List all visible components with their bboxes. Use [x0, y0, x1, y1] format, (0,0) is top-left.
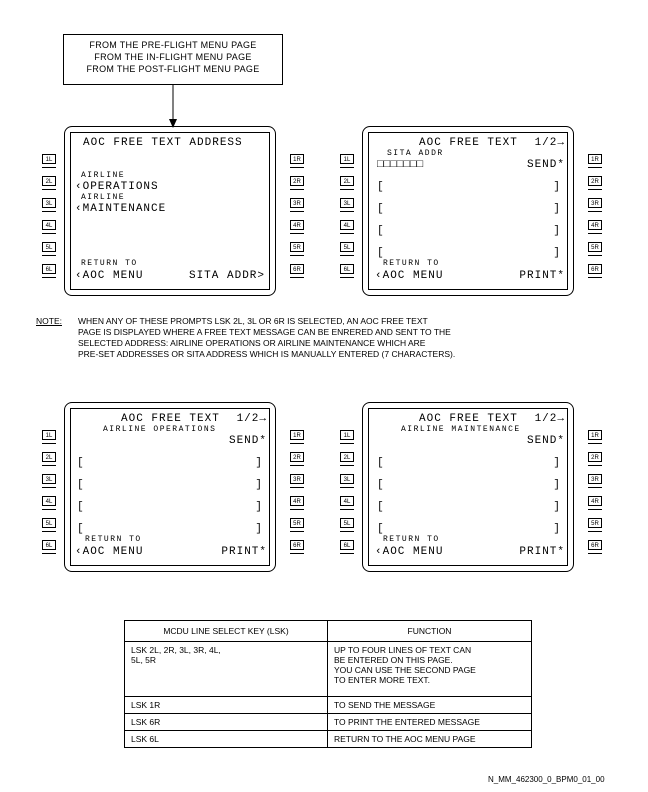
cell-line: 5L, 5R	[131, 655, 157, 665]
lsk-separator	[290, 553, 304, 554]
lsk-separator	[588, 487, 602, 488]
mcdu-sita-free-text-page	[338, 126, 614, 296]
flow-arrow	[165, 85, 181, 129]
lsk-separator	[588, 189, 602, 190]
text-line-4-close-bracket: ]	[553, 523, 561, 535]
note-line-1: WHEN ANY OF THESE PROMPTS LSK 2L, 3L OR 6R IS SELECTED, AN AOC FREE TEXT	[78, 316, 428, 326]
label-return-to: RETURN TO	[383, 259, 440, 268]
table-header-lsk: MCDU LINE SELECT KEY (LSK)	[125, 621, 328, 642]
lsk-6r-button[interactable]: 6R	[588, 540, 602, 550]
text-line-1-close-bracket: ]	[553, 457, 561, 469]
prompt-print[interactable]: PRINT*	[519, 270, 565, 282]
lsk-separator	[340, 189, 354, 190]
lsk-separator	[588, 211, 602, 212]
subtitle: AIRLINE OPERATIONS	[103, 425, 217, 434]
text-line-1-close-bracket: ]	[255, 457, 263, 469]
label-airline-2: AIRLINE	[81, 193, 126, 202]
lsk-3r-button[interactable]: 3R	[588, 474, 602, 484]
mcdu-airline-maintenance-page	[338, 402, 614, 572]
lsk-separator	[588, 255, 602, 256]
figure-id: N_MM_462300_0_BPM0_01_00	[488, 775, 605, 784]
prompt-aoc-menu[interactable]: ‹AOC MENU	[375, 270, 444, 282]
flow-line-postflight: FROM THE POST-FLIGHT MENU PAGE	[86, 64, 260, 74]
lsk-5l-button[interactable]: 5L	[340, 518, 354, 528]
lsk-1l-button[interactable]: 1L	[42, 430, 56, 440]
lsk-separator	[588, 233, 602, 234]
lsk-3l-button[interactable]: 3L	[340, 198, 354, 208]
table-cell-lsk	[125, 642, 328, 697]
lsk-separator	[290, 233, 304, 234]
lsk-separator	[290, 277, 304, 278]
prompt-aoc-menu[interactable]: ‹AOC MENU	[375, 546, 444, 558]
prompt-airline-operations[interactable]: ‹OPERATIONS	[75, 181, 159, 193]
lsk-separator	[588, 465, 602, 466]
table-header-row	[125, 621, 532, 642]
label-return-to: RETURN TO	[383, 535, 440, 544]
text-line-3-open-bracket[interactable]: [	[77, 501, 85, 513]
lsk-4l-button[interactable]: 4L	[340, 496, 354, 506]
page-number-text: 1/2	[236, 413, 260, 425]
lsk-2r-button[interactable]: 2R	[588, 452, 602, 462]
table-cell-lsk: LSK 1R	[125, 697, 328, 714]
flow-source-box	[63, 34, 283, 85]
lsk-separator	[340, 553, 354, 554]
page-number: 1/2→	[534, 137, 565, 149]
lsk-separator	[290, 167, 304, 168]
table-cell-function: RETURN TO THE AOC MENU PAGE	[328, 731, 532, 748]
prompt-airline-maintenance[interactable]: ‹MAINTENANCE	[75, 203, 167, 215]
mcdu-airline-operations-page	[40, 402, 316, 572]
lsk-4r-button[interactable]: 4R	[290, 496, 304, 506]
prompt-send[interactable]: SEND*	[228, 435, 267, 447]
lsk-1r-button[interactable]: 1R	[588, 154, 602, 164]
table-cell-function: TO SEND THE MESSAGE	[328, 697, 532, 714]
lsk-5r-button[interactable]: 5R	[588, 242, 602, 252]
lsk-2r-button[interactable]: 2R	[290, 176, 304, 186]
lsk-separator	[42, 211, 56, 212]
table-row	[125, 697, 532, 714]
lsk-separator	[290, 189, 304, 190]
lsk-3l-button[interactable]: 3L	[42, 198, 56, 208]
lsk-separator	[42, 531, 56, 532]
label-return-to: RETURN TO	[85, 535, 142, 544]
lsk-1l-button[interactable]: 1L	[340, 154, 354, 164]
flow-line-inflight: FROM THE IN-FLIGHT MENU PAGE	[94, 52, 252, 62]
cell-line: LSK 2L, 2R, 3L, 3R, 4L,	[131, 645, 221, 655]
lsk-6r-button[interactable]: 6R	[588, 264, 602, 274]
lsk-separator	[340, 277, 354, 278]
lsk-separator	[340, 211, 354, 212]
lsk-separator	[290, 443, 304, 444]
note-line-3: SELECTED ADDRESS: AIRLINE OPERATIONS OR AIRLINE MAINTENANCE WHICH ARE	[78, 338, 426, 348]
page-title: AOC FREE TEXT	[419, 413, 518, 425]
lsk-3r-button[interactable]: 3R	[290, 198, 304, 208]
lsk-separator	[588, 509, 602, 510]
cell-line: BE ENTERED ON THIS PAGE.	[334, 655, 453, 665]
lsk-2r-button[interactable]: 2R	[588, 176, 602, 186]
lsk-6r-button[interactable]: 6R	[290, 540, 304, 550]
lsk-1r-button[interactable]: 1R	[290, 154, 304, 164]
lsk-4r-button[interactable]: 4R	[290, 220, 304, 230]
lsk-4r-button[interactable]: 4R	[588, 220, 602, 230]
lsk-6l-button[interactable]: 6L	[340, 540, 354, 550]
prompt-sita-addr[interactable]: SITA ADDR>	[188, 270, 265, 282]
text-line-4-close-bracket: ]	[553, 247, 561, 259]
lsk-separator	[340, 233, 354, 234]
text-line-1-open-bracket[interactable]: [	[377, 181, 385, 193]
lsk-separator	[290, 487, 304, 488]
lsk-3r-button[interactable]: 3R	[588, 198, 602, 208]
table-cell-lsk: LSK 6R	[125, 714, 328, 731]
aoc-menu-label: AOC MENU	[82, 270, 144, 282]
page-title: AOC FREE TEXT	[419, 137, 518, 149]
aoc-menu-label: AOC MENU	[382, 270, 444, 282]
subtitle: AIRLINE MAINTENANCE	[401, 425, 521, 434]
page-number: 1/2→	[534, 413, 565, 425]
text-line-3-close-bracket: ]	[553, 225, 561, 237]
prompt-print[interactable]: PRINT*	[519, 546, 565, 558]
lsk-separator	[588, 443, 602, 444]
lsk-separator	[340, 465, 354, 466]
lsk-separator	[340, 167, 354, 168]
prompt-send[interactable]: SEND*	[526, 159, 565, 171]
text-line-3-close-bracket: ]	[553, 501, 561, 513]
mcdu-address-page	[40, 126, 316, 296]
lsk-2l-button[interactable]: 2L	[42, 176, 56, 186]
lsk-separator	[42, 277, 56, 278]
lsk-separator	[42, 189, 56, 190]
lsk-separator	[42, 255, 56, 256]
lsk-2l-button[interactable]: 2L	[42, 452, 56, 462]
note-line-2: PAGE IS DISPLAYED WHERE A FREE TEXT MESSAGE CAN BE ENRERED AND SENT TO THE	[78, 327, 451, 337]
lsk-5r-button[interactable]: 5R	[290, 242, 304, 252]
lsk-1r-button[interactable]: 1R	[588, 430, 602, 440]
lsk-4l-button[interactable]: 4L	[42, 220, 56, 230]
lsk-5l-button[interactable]: 5L	[42, 518, 56, 528]
lsk-separator	[340, 531, 354, 532]
lsk-3l-button[interactable]: 3L	[42, 474, 56, 484]
lsk-2l-button[interactable]: 2L	[340, 176, 354, 186]
aoc-menu-label: AOC MENU	[82, 546, 144, 558]
lsk-separator	[340, 509, 354, 510]
mcdu-screen	[70, 408, 270, 566]
table-row	[125, 731, 532, 748]
text-line-3-close-bracket: ]	[255, 501, 263, 513]
operations-label: OPERATIONS	[82, 181, 159, 193]
note-text	[78, 316, 618, 360]
text-line-4-open-bracket[interactable]: [	[77, 523, 85, 535]
lsk-separator	[340, 487, 354, 488]
lsk-6r-button[interactable]: 6R	[290, 264, 304, 274]
lsk-6l-button[interactable]: 6L	[340, 264, 354, 274]
text-line-1-close-bracket: ]	[553, 181, 561, 193]
lsk-3r-button[interactable]: 3R	[290, 474, 304, 484]
page-number-text: 1/2	[534, 413, 558, 425]
note-label: NOTE:	[36, 316, 62, 326]
prompt-aoc-menu[interactable]: ‹AOC MENU	[75, 546, 144, 558]
cell-line: UP TO FOUR LINES OF TEXT CAN	[334, 645, 472, 655]
page-number: 1/2→	[236, 413, 267, 425]
page-title: AOC FREE TEXT	[121, 413, 220, 425]
lsk-separator	[588, 277, 602, 278]
text-line-3-open-bracket[interactable]: [	[377, 501, 385, 513]
page-title: AOC FREE TEXT ADDRESS	[83, 137, 243, 149]
text-line-3-open-bracket[interactable]: [	[377, 225, 385, 237]
label-return-to: RETURN TO	[81, 259, 138, 268]
lsk-1r-button[interactable]: 1R	[290, 430, 304, 440]
lsk-5r-button[interactable]: 5R	[290, 518, 304, 528]
lsk-function-table	[124, 620, 532, 748]
text-line-4-close-bracket: ]	[255, 523, 263, 535]
mcdu-screen	[70, 132, 270, 290]
flow-line-preflight: FROM THE PRE-FLIGHT MENU PAGE	[89, 40, 257, 50]
lsk-separator	[290, 255, 304, 256]
lsk-separator	[588, 167, 602, 168]
lsk-1l-button[interactable]: 1L	[42, 154, 56, 164]
table-row	[125, 714, 532, 731]
text-line-1-open-bracket[interactable]: [	[77, 457, 85, 469]
lsk-6l-button[interactable]: 6L	[42, 264, 56, 274]
sita-address-entry-boxes[interactable]: □□□□□□□	[377, 159, 424, 171]
lsk-4r-button[interactable]: 4R	[588, 496, 602, 506]
lsk-separator	[42, 487, 56, 488]
lsk-2l-button[interactable]: 2L	[340, 452, 354, 462]
text-line-2-close-bracket: ]	[255, 479, 263, 491]
lsk-1l-button[interactable]: 1L	[340, 430, 354, 440]
mcdu-screen	[368, 408, 568, 566]
text-line-4-open-bracket[interactable]: [	[377, 523, 385, 535]
lsk-separator	[42, 553, 56, 554]
lsk-separator	[588, 553, 602, 554]
lsk-5l-button[interactable]: 5L	[340, 242, 354, 252]
lsk-separator	[340, 443, 354, 444]
subtitle: SITA ADDR	[387, 149, 444, 158]
lsk-separator	[42, 233, 56, 234]
lsk-separator	[42, 465, 56, 466]
table-cell-lsk: LSK 6L	[125, 731, 328, 748]
lsk-separator	[42, 509, 56, 510]
prompt-aoc-menu[interactable]: ‹AOC MENU	[75, 270, 144, 282]
lsk-separator	[290, 509, 304, 510]
lsk-separator	[290, 465, 304, 466]
page-number-text: 1/2	[534, 137, 558, 149]
table-row	[125, 642, 532, 697]
lsk-5r-button[interactable]: 5R	[588, 518, 602, 528]
lsk-4l-button[interactable]: 4L	[340, 220, 354, 230]
lsk-separator	[42, 443, 56, 444]
table-cell-function	[328, 642, 532, 697]
cell-line: YOU CAN USE THE SECOND PAGE	[334, 665, 476, 675]
text-line-4-open-bracket[interactable]: [	[377, 247, 385, 259]
lsk-separator	[290, 211, 304, 212]
text-line-2-open-bracket[interactable]: [	[377, 203, 385, 215]
text-line-2-open-bracket[interactable]: [	[377, 479, 385, 491]
cell-line: TO ENTER MORE TEXT.	[334, 675, 431, 685]
text-line-1-open-bracket[interactable]: [	[377, 457, 385, 469]
note-line-4: PRE-SET ADDRESSES OR SITA ADDRESS WHICH IS MANUALLY ENTERED (7 CHARACTERS).	[78, 349, 456, 359]
lsk-4l-button[interactable]: 4L	[42, 496, 56, 506]
aoc-menu-label: AOC MENU	[382, 546, 444, 558]
table-cell-function: TO PRINT THE ENTERED MESSAGE	[328, 714, 532, 731]
prompt-send[interactable]: SEND*	[526, 435, 565, 447]
lsk-2r-button[interactable]: 2R	[290, 452, 304, 462]
lsk-6l-button[interactable]: 6L	[42, 540, 56, 550]
lsk-5l-button[interactable]: 5L	[42, 242, 56, 252]
lsk-separator	[340, 255, 354, 256]
text-line-2-close-bracket: ]	[553, 479, 561, 491]
lsk-3l-button[interactable]: 3L	[340, 474, 354, 484]
lsk-separator	[588, 531, 602, 532]
mcdu-screen	[368, 132, 568, 290]
prompt-print[interactable]: PRINT*	[221, 546, 267, 558]
lsk-separator	[290, 531, 304, 532]
maintenance-label: MAINTENANCE	[82, 203, 167, 215]
label-airline-1: AIRLINE	[81, 171, 126, 180]
text-line-2-close-bracket: ]	[553, 203, 561, 215]
text-line-2-open-bracket[interactable]: [	[77, 479, 85, 491]
lsk-separator	[42, 167, 56, 168]
table-header-function: FUNCTION	[328, 621, 532, 642]
